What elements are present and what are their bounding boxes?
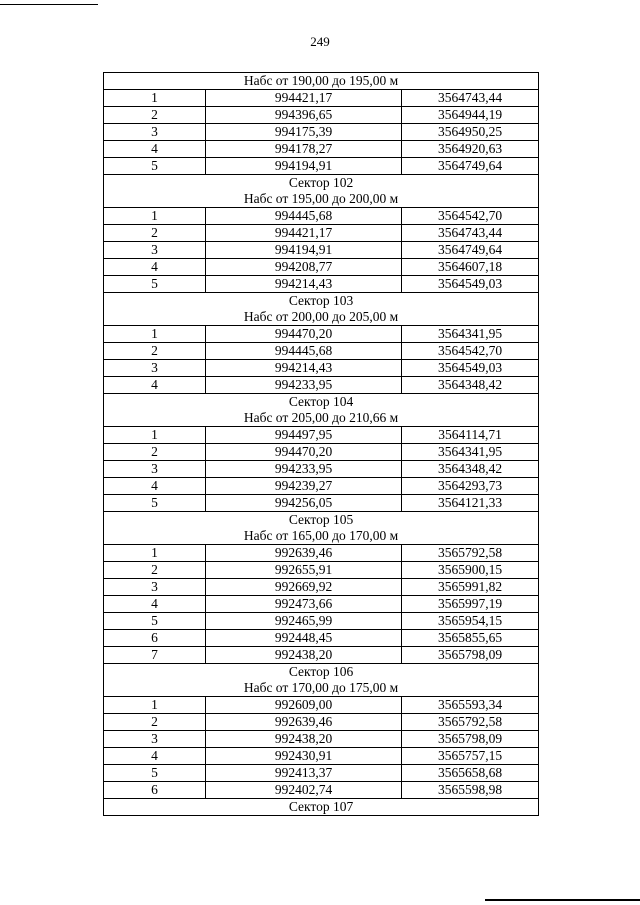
point-number: 1 <box>104 427 206 444</box>
coordinate-y: 3564749,64 <box>402 242 539 259</box>
coordinate-x: 992430,91 <box>206 748 402 765</box>
table-row <box>104 427 539 444</box>
coordinate-y: 3564743,44 <box>402 225 539 242</box>
table-row <box>104 208 539 225</box>
coordinate-x: 994233,95 <box>206 461 402 478</box>
table-row <box>104 276 539 293</box>
sector-header-row <box>104 73 539 90</box>
table-row <box>104 765 539 782</box>
coordinate-y: 3564121,33 <box>402 495 539 512</box>
point-number: 1 <box>104 545 206 562</box>
table-row <box>104 630 539 647</box>
page-number: 249 <box>310 34 330 49</box>
coordinate-x: 992465,99 <box>206 613 402 630</box>
point-number: 1 <box>104 326 206 343</box>
table-row <box>104 124 539 141</box>
table-row <box>104 545 539 562</box>
coordinate-y: 3564549,03 <box>402 360 539 377</box>
coordinate-y: 3565757,15 <box>402 748 539 765</box>
coordinate-x: 994208,77 <box>206 259 402 276</box>
coordinate-y: 3565792,58 <box>402 545 539 562</box>
coordinate-y: 3564743,44 <box>402 90 539 107</box>
coordinate-x: 992655,91 <box>206 562 402 579</box>
sector-header-row <box>104 664 539 697</box>
coordinate-y: 3565855,65 <box>402 630 539 647</box>
point-number: 5 <box>104 158 206 175</box>
sector-title: Сектор 104 <box>288 394 354 409</box>
point-number: 5 <box>104 613 206 630</box>
coordinate-y: 3565593,34 <box>402 697 539 714</box>
coordinate-x: 994421,17 <box>206 90 402 107</box>
coordinate-y: 3565997,19 <box>402 596 539 613</box>
coordinate-y: 3565798,09 <box>402 647 539 664</box>
coordinate-y: 3565792,58 <box>402 714 539 731</box>
coordinate-x: 994194,91 <box>206 242 402 259</box>
elevation-range: Набс от 200,00 до 205,00 м <box>243 309 399 324</box>
sector-header-row <box>104 394 539 427</box>
table-row <box>104 158 539 175</box>
table-row <box>104 259 539 276</box>
coordinate-x: 994445,68 <box>206 343 402 360</box>
coordinate-y: 3564348,42 <box>402 377 539 394</box>
table-row <box>104 731 539 748</box>
coordinate-x: 994233,95 <box>206 377 402 394</box>
sector-title: Сектор 102 <box>288 175 354 190</box>
table-row <box>104 225 539 242</box>
bottom-rule <box>485 899 640 901</box>
elevation-range: Набс от 190,00 до 195,00 м <box>243 73 399 88</box>
point-number: 6 <box>104 630 206 647</box>
coordinate-y: 3564341,95 <box>402 444 539 461</box>
table-body <box>104 73 539 816</box>
point-number: 4 <box>104 748 206 765</box>
table-row <box>104 647 539 664</box>
sector-header <box>104 394 539 427</box>
table-row <box>104 141 539 158</box>
coordinate-x: 994497,95 <box>206 427 402 444</box>
sector-header-row <box>104 512 539 545</box>
point-number: 3 <box>104 242 206 259</box>
point-number: 3 <box>104 731 206 748</box>
coordinate-x: 992413,37 <box>206 765 402 782</box>
coordinate-y: 3565900,15 <box>402 562 539 579</box>
elevation-range: Набс от 165,00 до 170,00 м <box>243 528 399 543</box>
point-number: 3 <box>104 124 206 141</box>
coordinate-x: 992438,20 <box>206 731 402 748</box>
sector-title: Сектор 105 <box>288 512 354 527</box>
coordinate-x: 992609,00 <box>206 697 402 714</box>
sector-header-row <box>104 799 539 816</box>
table-row <box>104 478 539 495</box>
table-row <box>104 748 539 765</box>
point-number: 5 <box>104 765 206 782</box>
table-row <box>104 613 539 630</box>
coordinate-y: 3565658,68 <box>402 765 539 782</box>
coordinate-x: 992402,74 <box>206 782 402 799</box>
coordinate-x: 992639,46 <box>206 714 402 731</box>
coordinate-y: 3565798,09 <box>402 731 539 748</box>
point-number: 7 <box>104 647 206 664</box>
table-row <box>104 596 539 613</box>
elevation-range: Набс от 205,00 до 210,66 м <box>243 410 399 425</box>
coordinate-x: 992639,46 <box>206 545 402 562</box>
sector-header <box>104 73 539 90</box>
top-rule <box>0 4 98 5</box>
coordinate-x: 994214,43 <box>206 360 402 377</box>
coordinate-x: 994470,20 <box>206 326 402 343</box>
sector-header <box>104 175 539 208</box>
coordinates-table <box>103 72 539 816</box>
point-number: 2 <box>104 444 206 461</box>
coordinate-y: 3564341,95 <box>402 326 539 343</box>
table-row <box>104 242 539 259</box>
coordinate-y: 3564607,18 <box>402 259 539 276</box>
coordinate-x: 994421,17 <box>206 225 402 242</box>
coordinate-y: 3564542,70 <box>402 343 539 360</box>
coordinate-y: 3564749,64 <box>402 158 539 175</box>
table-row <box>104 579 539 596</box>
coordinate-x: 994396,65 <box>206 107 402 124</box>
point-number: 3 <box>104 360 206 377</box>
table-row <box>104 107 539 124</box>
sector-header-row <box>104 175 539 208</box>
sector-header <box>104 512 539 545</box>
coordinate-x: 994445,68 <box>206 208 402 225</box>
point-number: 2 <box>104 225 206 242</box>
point-number: 4 <box>104 596 206 613</box>
coordinate-x: 994178,27 <box>206 141 402 158</box>
sector-title: Сектор 103 <box>288 293 354 308</box>
coordinate-x: 992448,45 <box>206 630 402 647</box>
table-row <box>104 377 539 394</box>
table-row <box>104 782 539 799</box>
coordinate-y: 3565991,82 <box>402 579 539 596</box>
table-row <box>104 326 539 343</box>
table-row <box>104 444 539 461</box>
coordinate-x: 994175,39 <box>206 124 402 141</box>
point-number: 2 <box>104 714 206 731</box>
coordinate-y: 3564114,71 <box>402 427 539 444</box>
sector-header <box>104 664 539 697</box>
table-row <box>104 495 539 512</box>
point-number: 3 <box>104 461 206 478</box>
sector-title: Сектор 106 <box>288 664 354 679</box>
sector-header-row <box>104 293 539 326</box>
coordinate-y: 3564549,03 <box>402 276 539 293</box>
table-row <box>104 714 539 731</box>
elevation-range: Набс от 195,00 до 200,00 м <box>243 191 399 206</box>
coordinate-y: 3564944,19 <box>402 107 539 124</box>
point-number: 4 <box>104 259 206 276</box>
table-row <box>104 360 539 377</box>
point-number: 5 <box>104 495 206 512</box>
coordinate-y: 3564293,73 <box>402 478 539 495</box>
coordinate-x: 994239,27 <box>206 478 402 495</box>
point-number: 1 <box>104 208 206 225</box>
point-number: 3 <box>104 579 206 596</box>
point-number: 4 <box>104 141 206 158</box>
point-number: 2 <box>104 343 206 360</box>
coordinate-y: 3564348,42 <box>402 461 539 478</box>
coordinate-y: 3564920,63 <box>402 141 539 158</box>
table-row <box>104 697 539 714</box>
coordinate-y: 3565598,98 <box>402 782 539 799</box>
coordinate-x: 994470,20 <box>206 444 402 461</box>
point-number: 2 <box>104 107 206 124</box>
coordinate-y: 3564542,70 <box>402 208 539 225</box>
elevation-range: Набс от 170,00 до 175,00 м <box>243 680 399 695</box>
table-row <box>104 90 539 107</box>
point-number: 6 <box>104 782 206 799</box>
coordinate-x: 994214,43 <box>206 276 402 293</box>
sector-header <box>104 799 539 816</box>
table-row <box>104 343 539 360</box>
table-row <box>104 562 539 579</box>
point-number: 4 <box>104 377 206 394</box>
coordinate-x: 992669,92 <box>206 579 402 596</box>
coordinate-x: 992473,66 <box>206 596 402 613</box>
coordinate-y: 3564950,25 <box>402 124 539 141</box>
point-number: 2 <box>104 562 206 579</box>
coordinate-x: 992438,20 <box>206 647 402 664</box>
sector-header <box>104 293 539 326</box>
point-number: 4 <box>104 478 206 495</box>
table-row <box>104 461 539 478</box>
point-number: 5 <box>104 276 206 293</box>
coordinate-x: 994194,91 <box>206 158 402 175</box>
coordinate-x: 994256,05 <box>206 495 402 512</box>
point-number: 1 <box>104 90 206 107</box>
coordinate-y: 3565954,15 <box>402 613 539 630</box>
elevation-range: Сектор 107 <box>288 799 354 814</box>
point-number: 1 <box>104 697 206 714</box>
